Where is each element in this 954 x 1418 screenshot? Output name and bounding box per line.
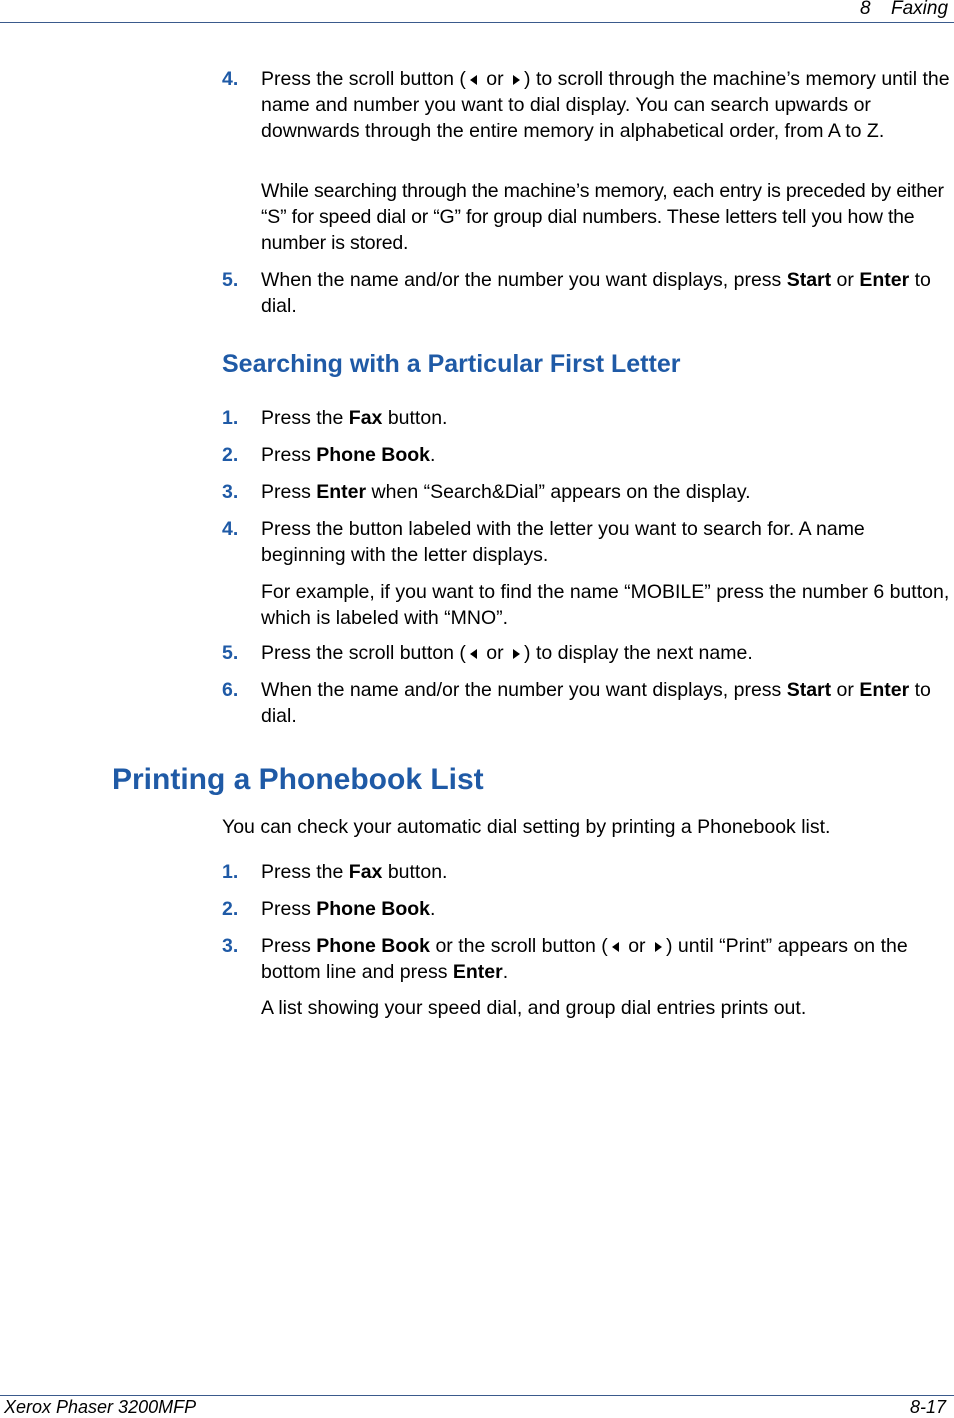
scroll-right-icon	[655, 942, 662, 952]
step-note: While searching through the machine’s memory, each entry is preceded by either “S” for speed dial or “G” for group dial numbers. These letters tell you how the number is stored.	[261, 180, 944, 254]
step-number: 4.	[222, 68, 239, 90]
header-chapter: 8	[860, 0, 871, 19]
step-text: Press Phone Book or the scroll button ( or ) until “Print” appears on the bottom line and press Enter.	[261, 935, 908, 983]
step-number: 5.	[222, 642, 239, 664]
footer-rule	[0, 1395, 954, 1396]
step-number: 3.	[222, 481, 239, 503]
step-number: 2.	[222, 898, 239, 920]
section-intro: You can check your automatic dial setting by printing a Phonebook list.	[222, 816, 831, 838]
header-section: Faxing	[891, 0, 949, 19]
step-text: Press the scroll button ( or ) to display the next name.	[261, 642, 753, 664]
step-text: Press the Fax button.	[261, 407, 448, 429]
step-text: Press Enter when “Search&Dial” appears on the display.	[261, 481, 751, 503]
step-text: Press the button labeled with the letter you want to search for. A name beginning with the letter displays.	[261, 518, 865, 566]
section-heading: Searching with a Particular First Letter	[222, 350, 681, 378]
step-number: 2.	[222, 444, 239, 466]
scroll-right-icon	[513, 649, 520, 659]
scroll-left-icon	[470, 75, 477, 85]
step-text: Press the Fax button.	[261, 861, 448, 883]
scroll-left-icon	[612, 942, 619, 952]
scroll-left-icon	[470, 649, 477, 659]
step-number: 4.	[222, 518, 239, 540]
step-number: 5.	[222, 269, 239, 291]
step-text: Press Phone Book.	[261, 444, 436, 466]
step-note: For example, if you want to find the name “MOBILE” press the number 6 button, which is labeled with “MNO”.	[261, 581, 950, 629]
step-text: Press Phone Book.	[261, 898, 436, 920]
step-text: Press the scroll button ( or ) to scroll through the machine’s memory until the name and number you want to dial display. You can search upwards or downwards through the entire memory in alphabetical order, from A to Z.	[261, 68, 950, 142]
step-number: 6.	[222, 679, 239, 701]
step-text: When the name and/or the number you want displays, press Start or Enter to dial.	[261, 269, 931, 317]
step-note: A list showing your speed dial, and group dial entries prints out.	[261, 997, 807, 1019]
footer-page-number: 8-17	[910, 1397, 947, 1417]
scroll-right-icon	[513, 75, 520, 85]
header-rule	[0, 22, 954, 23]
step-text: When the name and/or the number you want displays, press Start or Enter to dial.	[261, 679, 931, 727]
step-number: 3.	[222, 935, 239, 957]
chapter-heading: Printing a Phonebook List	[112, 763, 484, 796]
step-number: 1.	[222, 407, 239, 429]
footer-product: Xerox Phaser 3200MFP	[4, 1397, 197, 1417]
step-number: 1.	[222, 861, 239, 883]
